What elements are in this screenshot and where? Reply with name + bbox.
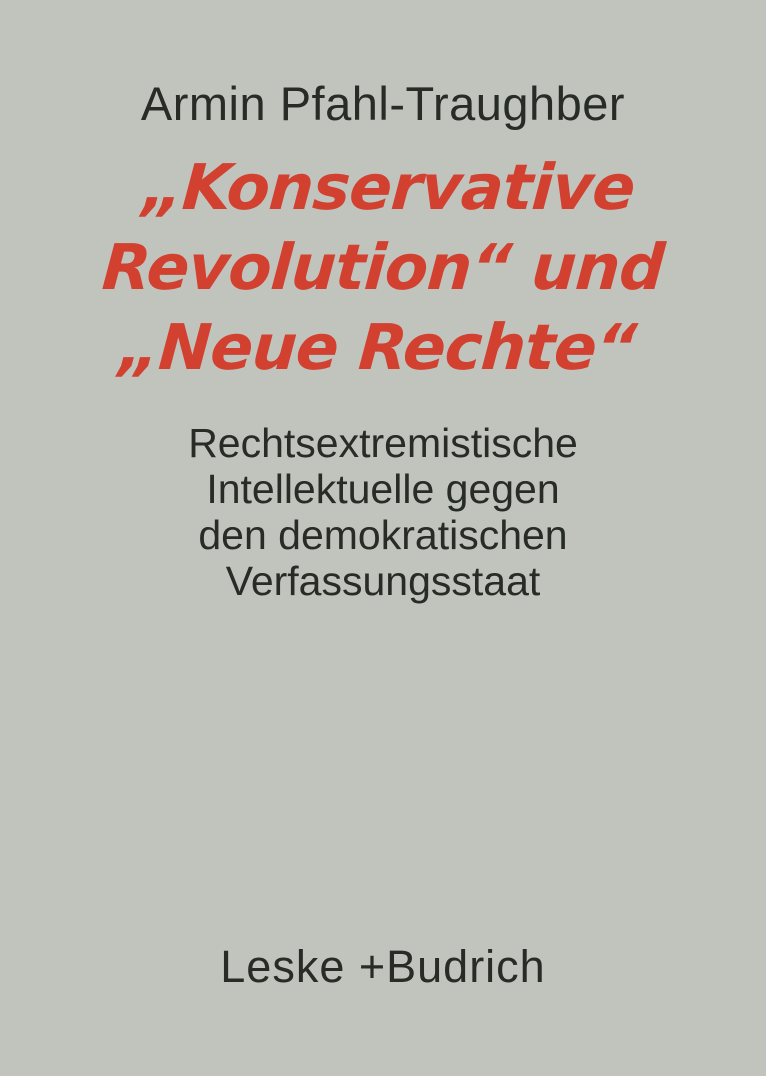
book-subtitle bbox=[0, 420, 766, 604]
publisher-name: Leske +Budrich bbox=[220, 941, 546, 992]
title-line-2: Revolution“ und bbox=[99, 231, 667, 304]
subtitle-line-1: Rechtsextremistische bbox=[188, 420, 578, 466]
subtitle-line-3: den demokratischen bbox=[198, 512, 568, 558]
subtitle-line-4: Verfassungsstaat bbox=[225, 558, 541, 604]
subtitle-line-2: Intellektuelle gegen bbox=[206, 466, 560, 512]
author-name: Armin Pfahl-Traughber bbox=[140, 77, 626, 130]
title-line-1: „Konservative bbox=[140, 151, 637, 224]
title-line-3: „Neue Rechte“ bbox=[116, 311, 639, 384]
book-title bbox=[0, 148, 766, 388]
